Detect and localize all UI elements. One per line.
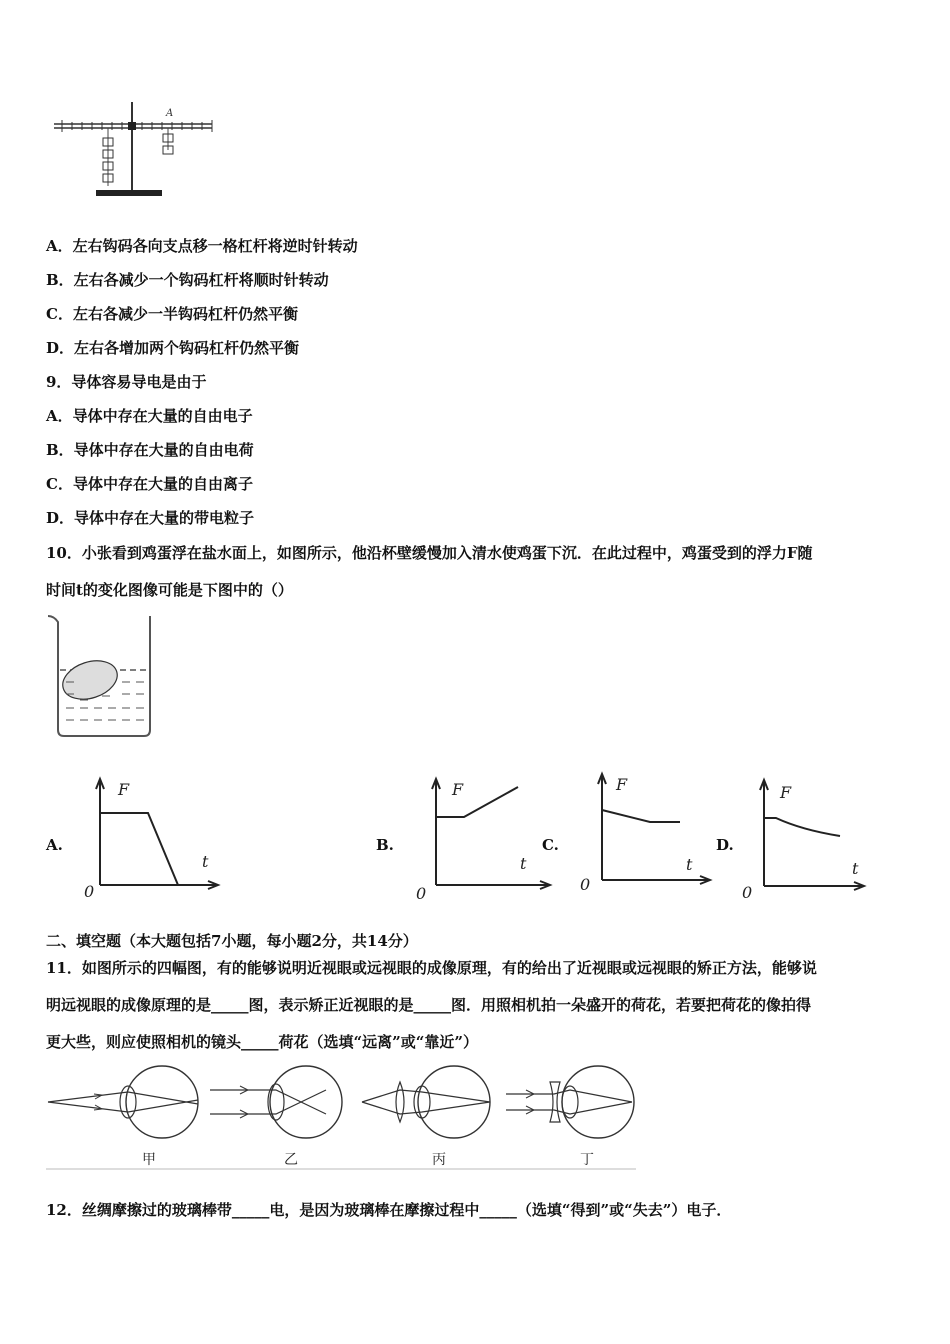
graph-b-y-label: F (452, 780, 464, 799)
lever-point-label: A (166, 108, 174, 119)
q9-option-b[interactable]: B．导体中存在大量的自由电荷 (46, 441, 254, 459)
graph-a-origin: 0 (84, 882, 95, 901)
eye-bing (362, 1066, 490, 1168)
eye-yi (210, 1066, 342, 1168)
graph-d-origin: 0 (742, 883, 753, 902)
eye-jia (48, 1066, 198, 1168)
q8-option-b[interactable]: B．左右各减少一个钩码杠杆将顺时针转动 (46, 271, 329, 289)
graph-c-y-label: F (616, 775, 628, 794)
q8-option-a[interactable]: A．左右钩码各向支点移一格杠杆将逆时针转动 (46, 237, 358, 255)
eye-label-ding: 丁 (580, 1152, 594, 1168)
q9-option-a[interactable]: A．导体中存在大量的自由电子 (46, 407, 253, 425)
lever-figure (48, 100, 223, 200)
q9-option-c[interactable]: C．导体中存在大量的自由离子 (46, 475, 253, 493)
graph-b-origin: 0 (416, 884, 427, 903)
graph-d[interactable] (742, 776, 868, 902)
q9-option-d[interactable]: D．导体中存在大量的带电粒子 (46, 509, 255, 527)
section2-heading: 二、填空题（本大题包括7小题，每小题2分，共14分） (46, 932, 418, 950)
graph-c[interactable] (578, 770, 713, 894)
q10-option-a-label[interactable]: A. (46, 836, 63, 854)
graph-a[interactable] (82, 775, 222, 901)
q10-stem-line1: 10．小张看到鸡蛋浮在盐水面上，如图所示，他沿杯壁缓慢加入清水使鸡蛋下沉．在此过程中，鸡蛋受到的浮力F随 (46, 544, 813, 562)
q11-line2: 明远视眼的成像原理的是_____图，表示矫正近视眼的是_____图．用照相机拍一朵盛开的荷花，若要把荷花的像拍得 (46, 996, 812, 1014)
graph-d-y-label: F (780, 783, 792, 802)
q10-option-c-label[interactable]: C. (542, 836, 559, 854)
graph-b-x-label: t (520, 854, 527, 873)
q10-option-d-label[interactable]: D. (716, 836, 734, 854)
eye-label-yi: 乙 (284, 1152, 298, 1168)
q11-line1: 11．如图所示的四幅图，有的能够说明近视眼或远视眼的成像原理，有的给出了近视眼或远视眼的矫正方法，能够说 (46, 959, 817, 977)
eye-ding (506, 1066, 634, 1168)
eye-diagrams (44, 1058, 638, 1174)
q8-option-d[interactable]: D．左右各增加两个钩码杠杆仍然平衡 (46, 339, 300, 357)
q11-line3: 更大些，则应使照相机的镜头_____荷花（选填“远离”或“靠近”） (46, 1033, 479, 1051)
q8-option-c[interactable]: C．左右各减少一半钩码杠杆仍然平衡 (46, 305, 298, 323)
beaker-figure (46, 612, 158, 740)
graph-a-x-label: t (202, 852, 209, 871)
eye-label-jia: 甲 (142, 1152, 156, 1168)
eye-label-bing: 丙 (432, 1152, 446, 1168)
graph-a-y-label: F (118, 780, 130, 799)
q9-stem: 9．导体容易导电是由于 (46, 373, 207, 391)
q10-option-b-label[interactable]: B. (376, 836, 394, 854)
graph-d-x-label: t (852, 859, 859, 878)
graph-c-x-label: t (686, 855, 693, 874)
q12-line1: 12．丝绸摩擦过的玻璃棒带_____电，是因为玻璃棒在摩擦过程中_____（选填“得到”或“失去”）电子． (46, 1201, 732, 1219)
graph-c-origin: 0 (580, 875, 591, 894)
graph-b[interactable] (414, 775, 554, 903)
q10-stem-line2: 时间t的变化图像可能是下图中的（） (46, 581, 293, 599)
